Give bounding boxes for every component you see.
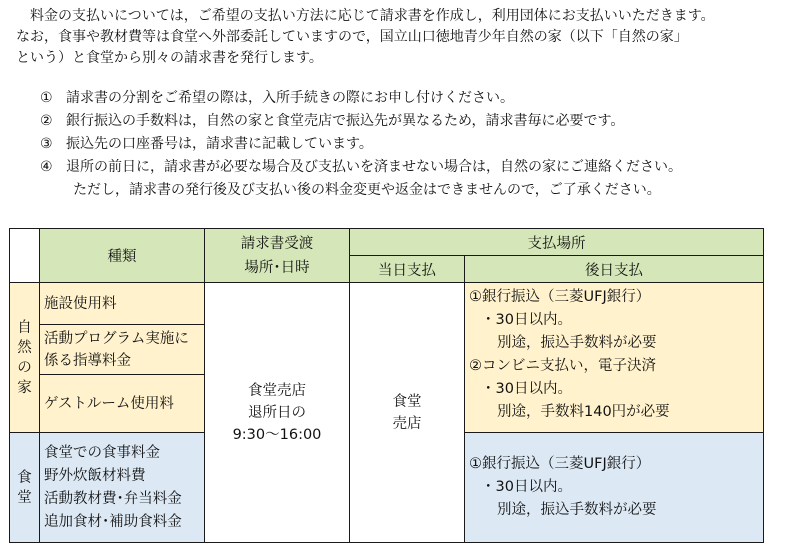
intro-line-1: 料金の支払いについては，ご希望の支払い方法に応じて請求書を作成し，利用団体にお支払いいただきます。	[30, 8, 715, 24]
header-same-day: 当日支払	[350, 256, 465, 283]
note-number: ④	[40, 159, 53, 175]
later-line: ・30日以内。	[481, 312, 572, 328]
note-number: ②	[40, 113, 53, 129]
fee-item	[40, 433, 205, 543]
later-line: ②コンビニ支払い，電子決済	[469, 358, 656, 374]
later-line: 別途，振込手数料が必要	[497, 502, 657, 518]
corner-cell	[10, 229, 40, 283]
later-line: 別途，手数料140円が必要	[497, 404, 670, 420]
group-label-char: の	[17, 359, 32, 376]
notes-list	[40, 87, 780, 202]
later-line: ・30日以内。	[481, 381, 572, 397]
header-invoice-line: 請求書受渡	[240, 235, 314, 252]
header-type: 種類	[40, 229, 205, 283]
group-label-cafeteria	[10, 433, 40, 543]
note-item	[40, 110, 780, 133]
note-item	[40, 156, 780, 179]
fee-item-line: 活動教材費･弁当料金	[44, 490, 182, 507]
invoice-place-line: 食堂売店	[248, 382, 306, 399]
note-continuation: ただし，請求書の発行後及び支払い後の料金変更や返金はできませんので，ご了承ください。	[73, 182, 661, 198]
header-invoice-line: 場所･日時	[244, 259, 310, 276]
same-day-place-line: 食堂	[392, 393, 422, 410]
same-day-place-cell	[350, 283, 465, 543]
fee-item-line: 活動プログラム実施に	[44, 330, 189, 347]
group-label-char: 自	[17, 319, 32, 336]
later-line: ①銀行振込（三菱UFJ銀行）	[469, 456, 651, 472]
invoice-place-cell	[205, 283, 350, 543]
fee-item-line: 食堂での食事料金	[44, 444, 160, 461]
later-payment-cafeteria	[465, 433, 764, 543]
header-later: 後日支払	[465, 256, 764, 283]
note-text: 退所の前日に，請求書が必要な場合及び支払いを済ませない場合は，自然の家にご連絡ください。	[66, 159, 682, 175]
later-payment-nature	[465, 283, 764, 433]
note-number: ①	[40, 90, 53, 106]
intro-line	[16, 6, 786, 27]
group-label-nature	[10, 283, 40, 433]
header-invoice	[205, 229, 350, 283]
note-item	[40, 87, 780, 110]
fee-item-line: 追加食材･補助食料金	[44, 513, 182, 530]
group-label-char: 食	[17, 469, 32, 486]
note-item	[40, 133, 780, 156]
note-text: 振込先の口座番号は，請求書に記載しています。	[66, 136, 373, 152]
group-label-char: 家	[17, 379, 32, 396]
header-payment-place: 支払場所	[350, 229, 764, 256]
invoice-place-line: 退所日の	[248, 404, 306, 421]
fee-item	[40, 325, 205, 375]
invoice-place-line: 9:30〜16:00	[232, 426, 322, 443]
group-label-char: 堂	[17, 489, 32, 506]
fee-item-line: 係る指導料金	[44, 352, 131, 369]
later-line: ・30日以内。	[481, 479, 572, 495]
intro-line: という）と食堂から別々の請求書を発行します。	[16, 50, 323, 66]
intro-paragraph	[16, 6, 786, 69]
later-line: 別途，振込手数料が必要	[497, 335, 657, 351]
fee-item: ゲストルーム使用料	[40, 375, 205, 433]
later-line: ①銀行振込（三菱UFJ銀行）	[469, 289, 651, 305]
note-number: ③	[40, 136, 53, 152]
note-text: 請求書の分割をご希望の際は，入所手続きの際にお申し付けください。	[66, 90, 514, 106]
fee-item-line: 野外炊飯材料費	[44, 467, 146, 484]
note-text: 銀行振込の手数料は，自然の家と食堂売店で振込先が異なるため，請求書毎に必要です。	[66, 113, 625, 129]
intro-line: なお，食事や教材費等は食堂へ外部委託していますので，国立山口徳地青少年自然の家（以下「自然の家」	[16, 29, 688, 45]
group-label-char: 然	[17, 339, 32, 356]
payment-table	[9, 228, 764, 543]
same-day-place-line: 売店	[392, 415, 422, 432]
fee-item: 施設使用料	[40, 283, 205, 325]
